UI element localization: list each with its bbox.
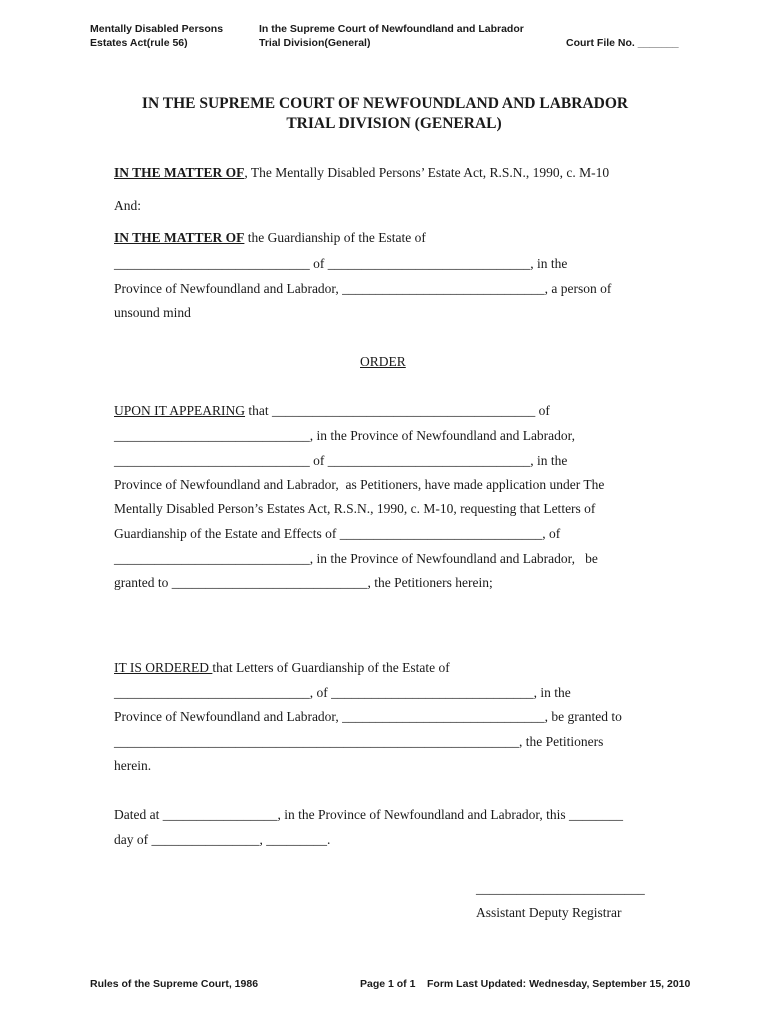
signature-line[interactable]: _________________________ — [476, 881, 645, 896]
petition-line-7[interactable]: granted to _____________________________, the Petitioners herein; — [114, 575, 493, 590]
footer-rules: Rules of the Supreme Court, 1986 — [90, 978, 259, 990]
header-act-line2: Estates Act(rule 56) — [90, 37, 188, 49]
ordered-line-2[interactable]: Province of Newfoundland and Labrador, ______________________________, be granted to — [114, 709, 622, 724]
footer-last-updated: Form Last Updated: Wednesday, September 15, 2010 — [427, 978, 691, 990]
matter-guardianship-line — [114, 230, 426, 246]
matter-guardianship: the Guardianship of the Estate of — [244, 230, 426, 245]
header-court-line2: Trial Division(General) — [259, 37, 371, 49]
petition-line-3: Province of Newfoundland and Labrador, as Petitioners, have made application under The — [114, 477, 605, 492]
petition-line-2[interactable]: _____________________________ of ______________________________, in the — [114, 453, 568, 468]
header-court-line1: In the Supreme Court of Newfoundland and Labrador — [259, 23, 524, 35]
day-of-line[interactable]: day of ________________, _________. — [114, 832, 331, 847]
unsound-mind-text: unsound mind — [114, 305, 191, 320]
and-text: And: — [114, 198, 141, 213]
petition-line-6[interactable]: _____________________________, in the Province of Newfoundland and Labrador, be — [114, 551, 598, 566]
upon-appearing-line[interactable] — [114, 403, 550, 419]
petition-line-1[interactable]: _____________________________, in the Province of Newfoundland and Labrador, — [114, 428, 576, 443]
header-court-name — [259, 22, 524, 50]
order-heading: ORDER — [360, 354, 406, 369]
signature-label: Assistant Deputy Registrar — [476, 905, 622, 920]
matter-statute-line — [114, 165, 609, 181]
it-is-ordered-lead: IT IS ORDERED — [114, 660, 213, 675]
footer-page-number: Page 1 of 1 — [360, 978, 416, 990]
it-is-ordered-line — [114, 660, 450, 676]
person-name-field-line[interactable]: _____________________________ of ______________________________, in the — [114, 256, 568, 271]
header-act-name — [90, 22, 223, 50]
ordered-line-3[interactable]: ____________________________________________________________, the Petitioners — [114, 734, 604, 749]
person-province-field-line[interactable]: Province of Newfoundland and Labrador, ______________________________, a person of — [114, 281, 612, 296]
court-file-number: Court File No. _______ — [566, 37, 679, 49]
header-act-line1: Mentally Disabled Persons — [90, 23, 224, 35]
document-title-line2: TRIAL DIVISION (GENERAL) — [286, 115, 502, 132]
matter-lead-2: IN THE MATTER OF — [114, 230, 245, 245]
matter-lead: IN THE MATTER OF — [114, 165, 245, 180]
petition-line-5[interactable]: Guardianship of the Estate and Effects of ______________________________, of — [114, 526, 561, 541]
ordered-line-1[interactable]: _____________________________, of ______________________________, in the — [114, 685, 571, 700]
petitioner-field[interactable]: that _______________________________________ of — [245, 403, 550, 418]
dated-at-line[interactable]: Dated at _________________, in the Province of Newfoundland and Labrador, this ________ — [114, 807, 623, 822]
it-is-ordered-text: that Letters of Guardianship of the Estate of — [212, 660, 450, 675]
upon-appearing-lead: UPON IT APPEARING — [114, 403, 246, 418]
matter-statute: , The Mentally Disabled Persons’ Estate Act, R.S.N., 1990, c. M-10 — [244, 165, 610, 180]
document-title-line1: IN THE SUPREME COURT OF NEWFOUNDLAND AND LABRADOR — [141, 95, 629, 112]
petition-line-4: Mentally Disabled Person’s Estates Act, R.S.N., 1990, c. M-10, requesting that Letters of — [114, 501, 596, 516]
ordered-line-4: herein. — [114, 758, 152, 773]
